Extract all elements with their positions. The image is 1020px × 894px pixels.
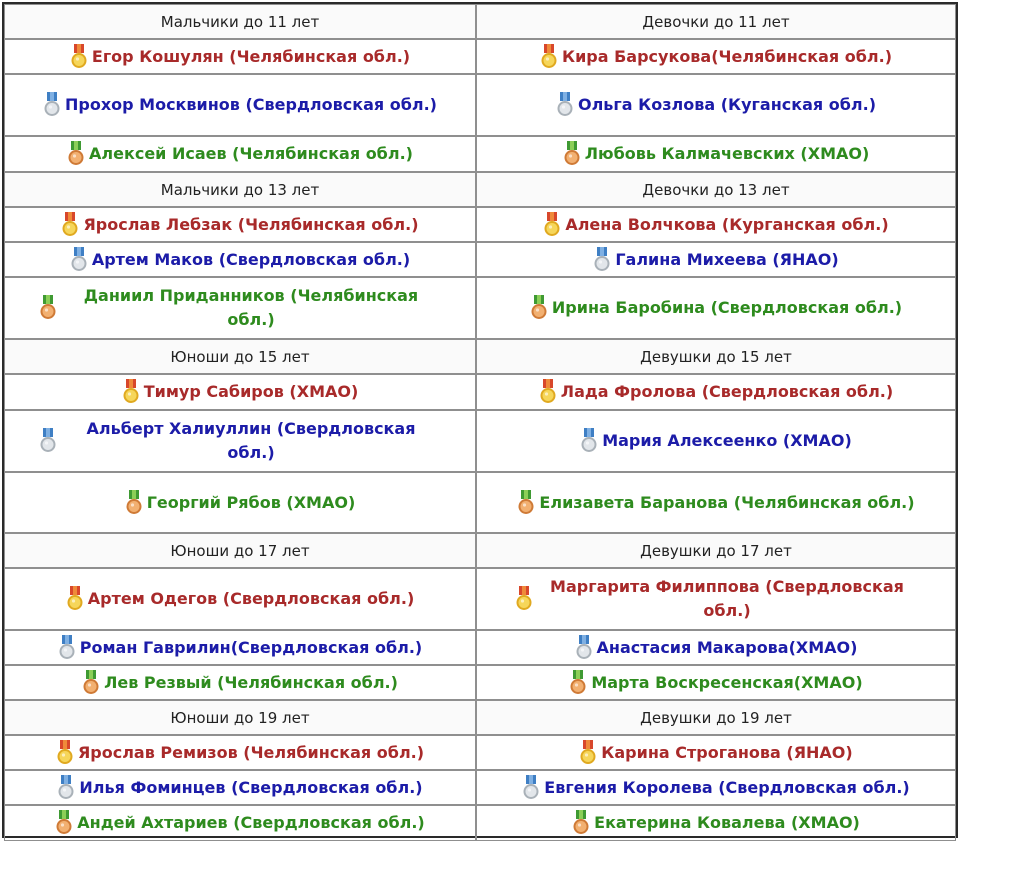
result-row [4, 770, 956, 805]
group-header-row [4, 339, 956, 374]
result-row [4, 374, 956, 410]
athlete-cell-girls [476, 568, 956, 630]
athlete-cell-boys [4, 630, 476, 665]
category-title-boys: Юноши до 19 лет [4, 700, 476, 735]
gold-medal-icon [579, 740, 597, 766]
athlete-cell-girls [476, 472, 956, 533]
athlete-name: Андей Ахтариев (Свердловская обл.) [77, 813, 425, 832]
category-title-girls: Девушки до 17 лет [476, 533, 956, 568]
athlete-cell-boys [4, 242, 476, 277]
group-header-row [4, 533, 956, 568]
result-row [4, 277, 956, 339]
athlete-cell-girls [476, 735, 956, 770]
result-row [4, 568, 956, 630]
bronze-medal-icon [39, 295, 57, 321]
athlete-name: Прохор Москвинов (Свердловская обл.) [64, 95, 437, 114]
athlete-name: Лада Фролова (Свердловская обл.) [560, 382, 894, 401]
gold-medal-icon [515, 586, 533, 612]
athlete-name: Егор Кошулян (Челябинская обл.) [91, 46, 411, 66]
gold-medal-icon [56, 740, 74, 766]
athlete-cell-boys [4, 39, 476, 74]
silver-medal-icon [575, 635, 593, 661]
gold-medal-icon [543, 212, 561, 238]
result-row [4, 410, 956, 472]
group-header-row [4, 4, 956, 39]
silver-medal-icon [556, 92, 574, 118]
athlete-name: Алексей Исаев (Челябинская обл.) [89, 144, 413, 163]
silver-medal-icon [70, 247, 88, 273]
athlete-cell-boys [4, 74, 476, 136]
bronze-medal-icon [572, 810, 590, 836]
gold-medal-icon [122, 379, 140, 405]
result-row [4, 74, 956, 136]
group-header-row [4, 700, 956, 735]
athlete-cell-boys [4, 207, 476, 242]
athlete-cell-girls [476, 805, 956, 841]
bronze-medal-icon [517, 490, 535, 516]
silver-medal-icon [580, 428, 598, 454]
athlete-name: Роман Гаврилин(Свердловская обл.) [79, 637, 423, 657]
athlete-name: Маргарита Филиппова (Свердловская обл.) [550, 577, 904, 620]
silver-medal-icon [522, 775, 540, 801]
category-title-boys: Мальчики до 11 лет [4, 4, 476, 39]
category-title-boys: Мальчики до 13 лет [4, 172, 476, 207]
athlete-name: Ярослав Ремизов (Челябинская обл.) [77, 742, 425, 762]
results-frame [2, 2, 958, 838]
gold-medal-icon [70, 44, 88, 70]
bronze-medal-icon [563, 141, 581, 167]
results-table [4, 4, 956, 841]
athlete-name: Алена Волчкова (Курганская обл.) [565, 214, 889, 234]
athlete-cell-girls [476, 136, 956, 172]
result-row [4, 207, 956, 242]
athlete-name: Ирина Баробина (Свердловская обл.) [551, 298, 903, 317]
silver-medal-icon [39, 428, 57, 454]
athlete-name: Галина Михеева (ЯНАО) [615, 249, 839, 269]
silver-medal-icon [57, 775, 75, 801]
athlete-cell-girls [476, 39, 956, 74]
athlete-name: Артем Маков (Свердловская обл.) [91, 249, 411, 269]
athlete-cell-boys [4, 374, 476, 410]
athlete-name: Тимур Сабиров (ХМАО) [143, 382, 359, 401]
bronze-medal-icon [125, 490, 143, 516]
athlete-cell-girls [476, 207, 956, 242]
athlete-name: Ольга Козлова (Куганская обл.) [577, 95, 877, 114]
bronze-medal-icon [530, 295, 548, 321]
gold-medal-icon [61, 212, 79, 238]
athlete-name: Карина Строганова (ЯНАО) [601, 742, 853, 762]
group-header-row [4, 172, 956, 207]
athlete-cell-girls [476, 630, 956, 665]
category-title-girls: Девочки до 13 лет [476, 172, 956, 207]
athlete-name: Елизавета Баранова (Челябинская обл.) [539, 492, 915, 512]
bronze-medal-icon [82, 670, 100, 696]
result-row [4, 472, 956, 533]
category-title-girls: Девочки до 11 лет [476, 4, 956, 39]
athlete-cell-boys [4, 410, 476, 472]
silver-medal-icon [593, 247, 611, 273]
gold-medal-icon [539, 379, 557, 405]
category-title-boys: Юноши до 15 лет [4, 339, 476, 374]
athlete-name: Марта Воскресенская(ХМАО) [591, 672, 863, 692]
athlete-name: Любовь Калмачевских (ХМАО) [584, 144, 870, 163]
result-row [4, 630, 956, 665]
athlete-name: Анастасия Макарова(ХМАО) [596, 637, 858, 657]
athlete-name: Мария Алексеенко (ХМАО) [602, 431, 852, 450]
athlete-cell-girls [476, 410, 956, 472]
athlete-name: Артем Одегов (Свердловская обл.) [87, 589, 415, 608]
silver-medal-icon [43, 92, 61, 118]
result-row [4, 136, 956, 172]
results-body [4, 4, 956, 841]
result-row [4, 242, 956, 277]
athlete-name: Кира Барсукова(Челябинская обл.) [561, 46, 893, 66]
result-row [4, 735, 956, 770]
athlete-cell-girls [476, 242, 956, 277]
result-row [4, 805, 956, 841]
athlete-name: Даниил Приданников (Челябинская обл.) [83, 286, 419, 329]
athlete-name: Евгения Королева (Свердловская обл.) [544, 777, 910, 797]
athlete-cell-boys [4, 665, 476, 700]
result-row [4, 39, 956, 74]
silver-medal-icon [58, 635, 76, 661]
result-row [4, 665, 956, 700]
athlete-name: Альберт Халиуллин (Свердловская обл.) [86, 419, 416, 462]
athlete-cell-girls [476, 665, 956, 700]
category-title-girls: Девушки до 19 лет [476, 700, 956, 735]
category-title-boys: Юноши до 17 лет [4, 533, 476, 568]
gold-medal-icon [540, 44, 558, 70]
athlete-name: Екатерина Ковалева (ХМАО) [594, 813, 860, 832]
athlete-cell-boys [4, 568, 476, 630]
athlete-name: Илья Фоминцев (Свердловская обл.) [79, 777, 423, 797]
athlete-name: Георгий Рябов (ХМАО) [146, 492, 356, 512]
athlete-cell-boys [4, 136, 476, 172]
bronze-medal-icon [569, 670, 587, 696]
athlete-cell-girls [476, 74, 956, 136]
athlete-name: Лев Резвый (Челябинская обл.) [104, 672, 398, 692]
bronze-medal-icon [67, 141, 85, 167]
athlete-cell-boys [4, 277, 476, 339]
athlete-name: Ярослав Лебзак (Челябинская обл.) [83, 214, 419, 234]
athlete-cell-girls [476, 374, 956, 410]
athlete-cell-boys [4, 770, 476, 805]
athlete-cell-girls [476, 770, 956, 805]
category-title-girls: Девушки до 15 лет [476, 339, 956, 374]
bronze-medal-icon [55, 810, 73, 836]
athlete-cell-boys [4, 735, 476, 770]
athlete-cell-girls [476, 277, 956, 339]
gold-medal-icon [66, 586, 84, 612]
athlete-cell-boys [4, 805, 476, 841]
athlete-cell-boys [4, 472, 476, 533]
